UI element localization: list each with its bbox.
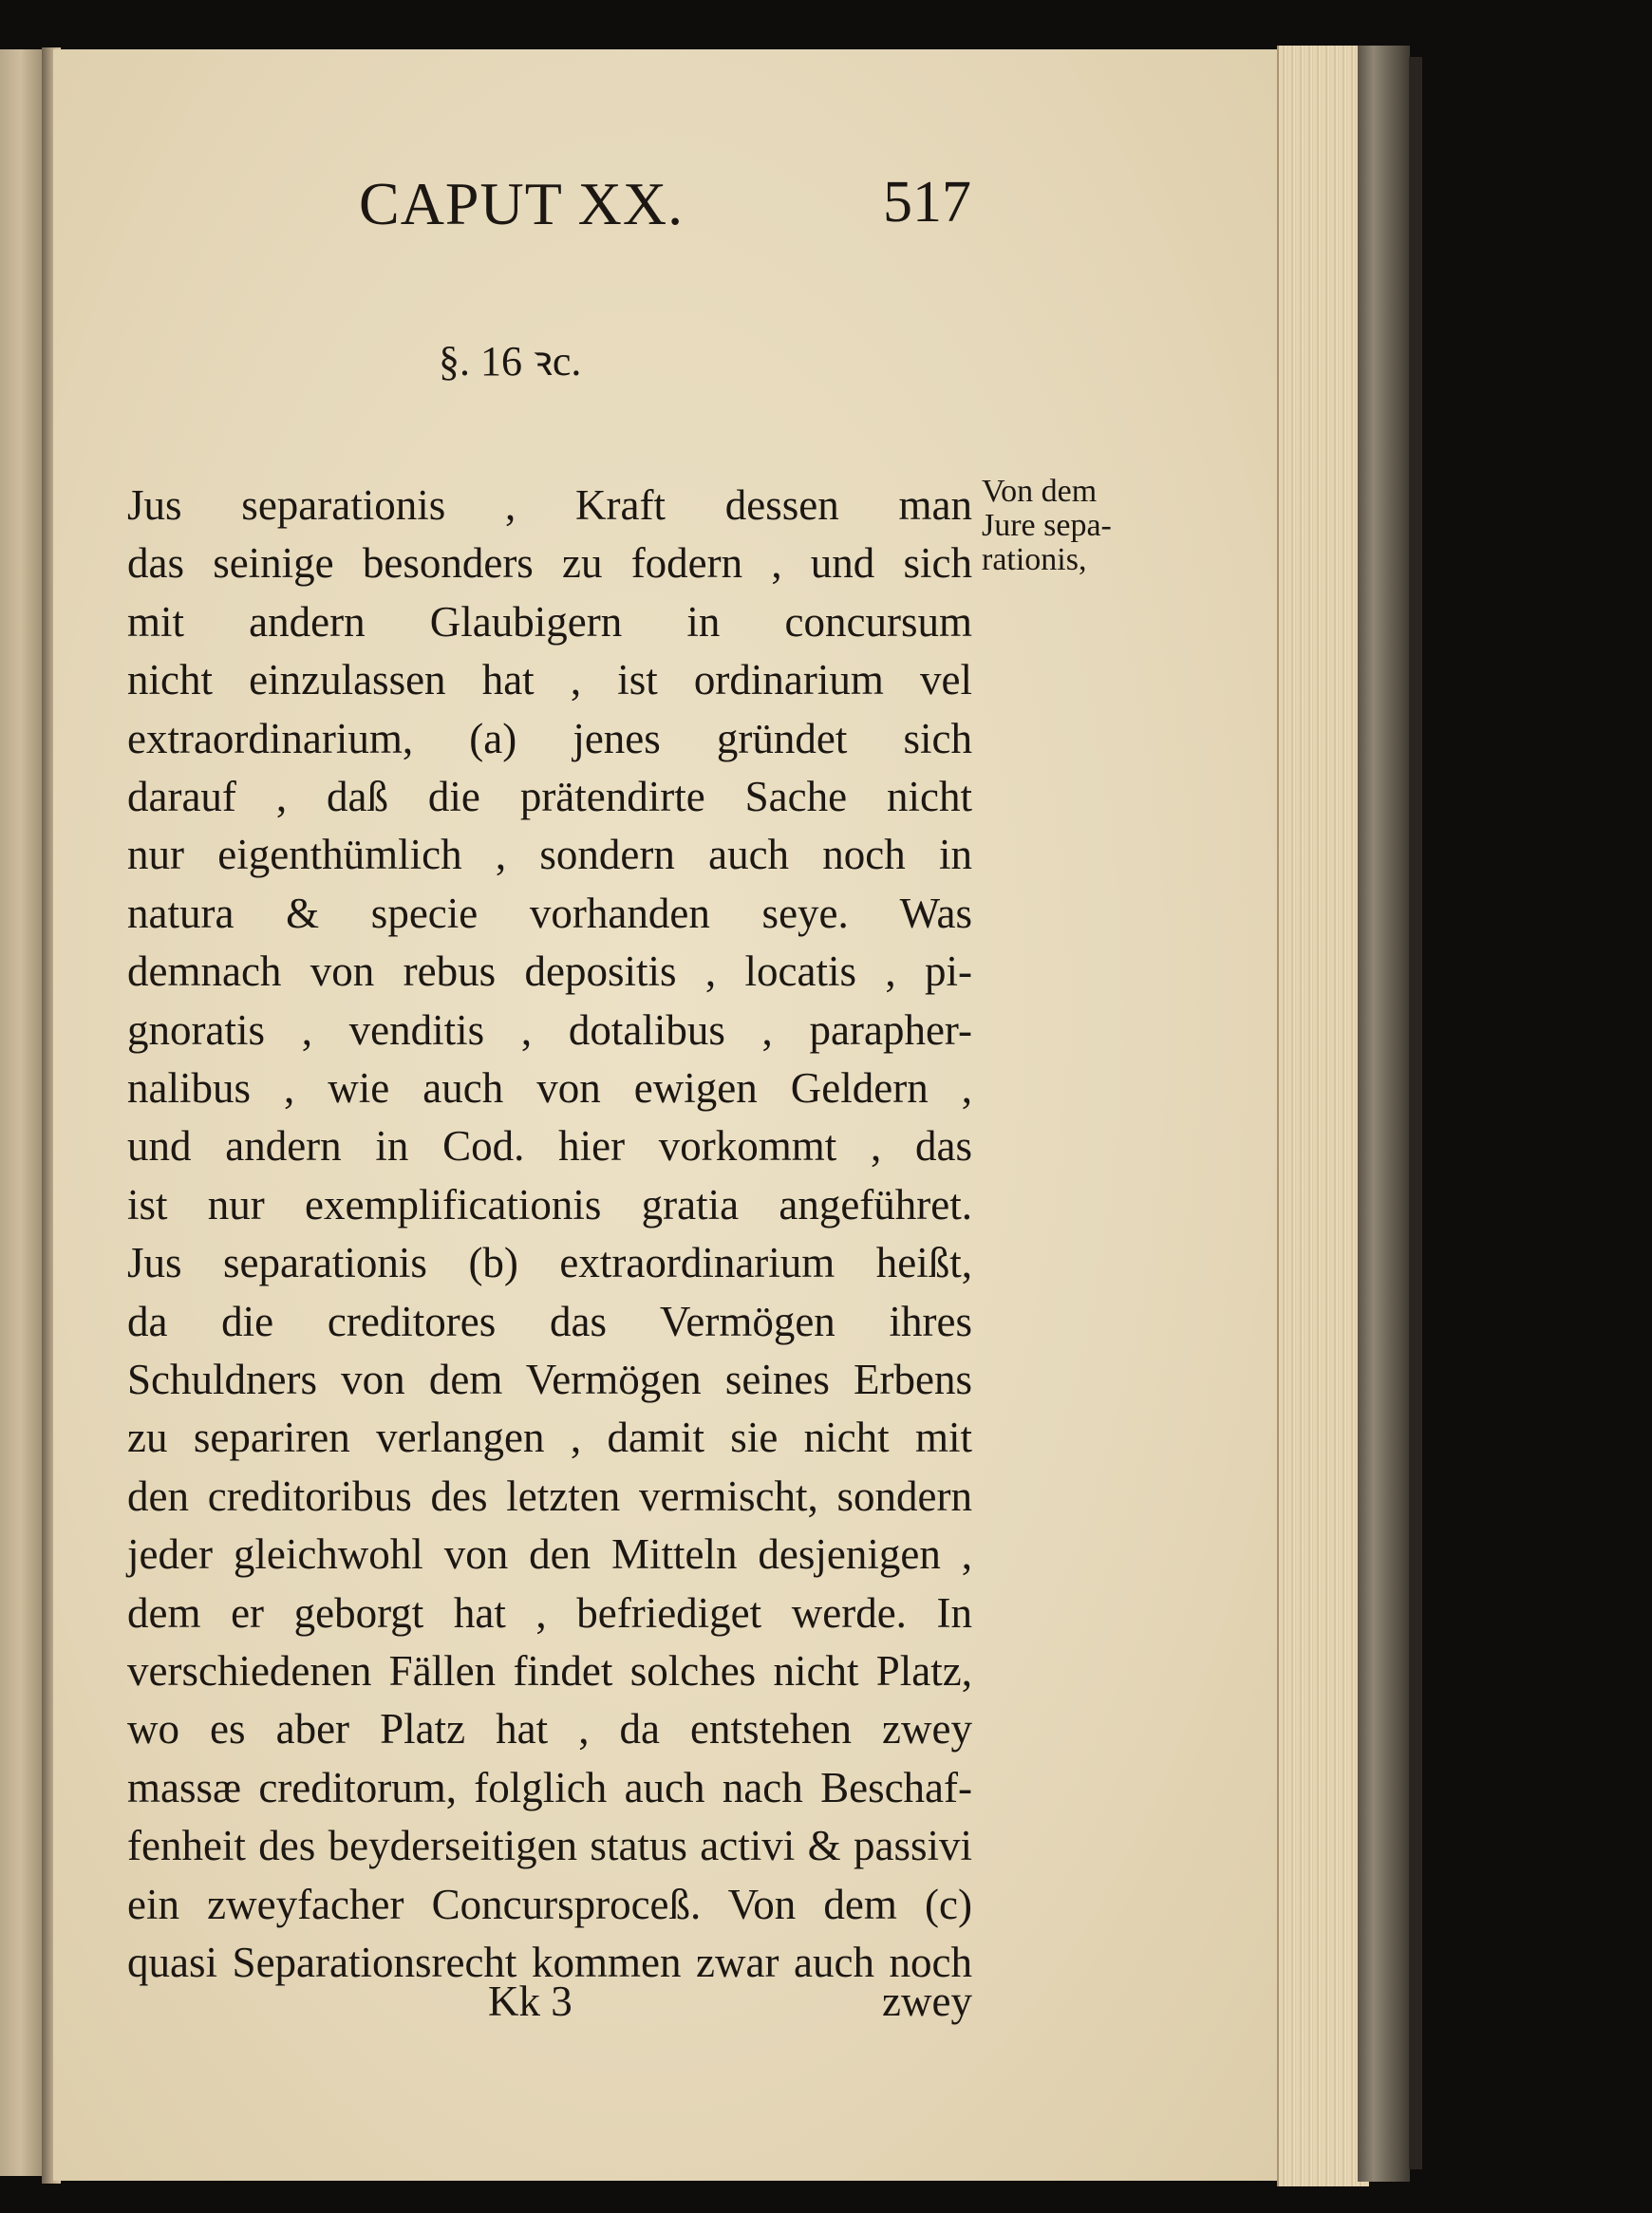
text-line: Jus separationis , Kraft dessen man (127, 481, 972, 529)
text-line: wo es aber Platz hat , da entstehen zwey (127, 1705, 972, 1754)
text-line: jeder gleichwohl von den Mitteln desjenigen , (127, 1530, 972, 1579)
margin-note-line: Jure sepa- (982, 508, 1112, 543)
page-stack-edge (1277, 46, 1369, 2186)
text-line: extraordinarium, (a) jenes gründet sich (127, 714, 972, 762)
margin-note-line: Von dem (982, 474, 1098, 509)
text-line: ein zweyfacher Concursproceß. Von dem (c) (127, 1880, 972, 1928)
text-line: demnach von rebus depositis , locatis , pi- (127, 947, 972, 996)
text-line: Jus separationis (b) extraordinarium heißt, (127, 1239, 972, 1287)
text-line: verschiedenen Fällen findet solches nicht Platz, (127, 1647, 972, 1695)
margin-note (982, 475, 1143, 577)
text-line: nicht einzulassen hat , ist ordinarium vel (127, 656, 972, 704)
text-line: quasi Separationsrecht kommen zwar auch noch (127, 1939, 972, 1986)
text-line: gnoratis , venditis , dotalibus , parapher- (127, 1005, 972, 1054)
text-line: fenheit des beyderseitigen status activi & passivi (127, 1822, 972, 1870)
signature-mark: Kk 3 (488, 1978, 573, 2025)
text-line: ist nur exemplificationis gratia angeführet. (127, 1180, 972, 1228)
text-line: zu separiren verlangen , damit sie nicht mit (127, 1414, 972, 1462)
text-line: da die creditores das Vermögen ihres (127, 1297, 972, 1345)
text-line: nalibus , wie auch von ewigen Geldern , (127, 1064, 972, 1112)
page-number: 517 (883, 170, 971, 234)
cover-shadow (1409, 57, 1422, 2169)
text-line: mit andern Glaubigern in concursum (127, 597, 972, 646)
book-cover (1358, 46, 1410, 2182)
catchword: zwey (882, 1978, 972, 2025)
text-line: den creditoribus des letzten vermischt, sondern (127, 1472, 972, 1520)
text-line: nur eigenthümlich , sondern auch noch in (127, 831, 972, 879)
page-footer (127, 1977, 972, 2024)
margin-note-line: rationis, (982, 542, 1087, 577)
left-page-edge (0, 49, 46, 2176)
text-line: Schuldners von dem Vermögen seines Erbens (127, 1356, 972, 1403)
section-heading: §. 16 ꝛc. (439, 338, 582, 384)
text-line: massæ creditorum, folglich auch nach Beschaf- (127, 1763, 972, 1811)
text-line: dem er geborgt hat , befriediget werde. In (127, 1588, 972, 1637)
text-line: das seinige besonders zu fodern , und sich (127, 539, 972, 588)
running-head-title: CAPUT XX. (359, 170, 685, 237)
text-line: darauf , daß die prätendirte Sache nicht (127, 773, 972, 820)
text-line: und andern in Cod. hier vorkommt , das (127, 1122, 972, 1171)
text-line: natura & specie vorhanden seye. Was (127, 889, 972, 937)
